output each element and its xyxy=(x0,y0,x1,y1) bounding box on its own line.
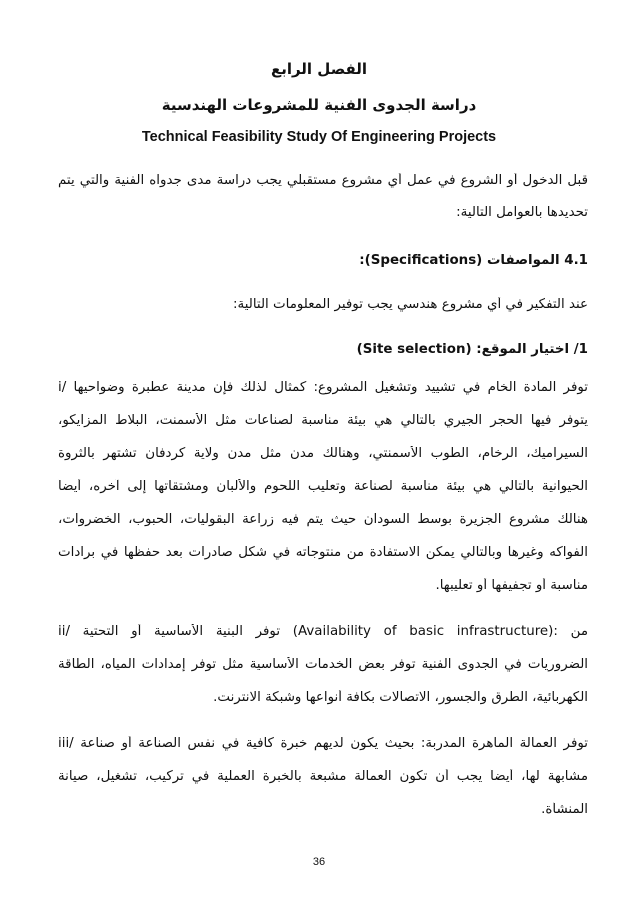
body-line: هنالك مشروع الجزيرة بوسط السودان حيث يتم فيه زراعة البقوليات، الحبوب، الخضروات، xyxy=(58,512,588,527)
title-arabic: دراسة الجدوى الفنية للمشروعات الهندسية xyxy=(161,96,477,114)
body-line: الفواكه وغيرها وبالتالي يمكن الاستفادة من منتوجاته في شكل صادرات بعد حفظها في برادات xyxy=(58,545,588,560)
body-line: تحديدها بالعوامل التالية: xyxy=(456,205,588,220)
body-line: المنشأة. xyxy=(541,802,588,817)
page-number: 36 xyxy=(312,856,326,868)
title-english: Technical Feasibility Study Of Engineering Projects xyxy=(141,129,497,145)
body-line: مناسبة أو تجفيفها أو تعليبها. xyxy=(435,578,588,593)
body-line: الضروريات في الجدوى الفنية توفر بعض الخدمات الأساسية مثل توفر إمدادات المياه، الطاقة xyxy=(58,657,588,672)
chapter-title: الفصل الرابع xyxy=(270,60,368,78)
subheading: 1/ اختيار الموقع: (Site selection) xyxy=(356,342,588,357)
body-line: عند التفكير في أي مشروع هندسي يجب توفير المعلومات التالية: xyxy=(233,297,588,312)
body-line: الحيوانية بالتالي هي بيئة مناسبة لصناعة وتعليب اللحوم والألبان ومشتقاتها إلى آخره، أيضاً xyxy=(58,479,588,494)
section-heading: 4.1 المواصفات (Specifications): xyxy=(359,253,588,268)
body-line: ii/ توفر البنية الأساسية أو التحتية (Availability of basic infrastructure): من xyxy=(58,624,588,639)
body-line: الكهربائية، الطرق والجسور، الاتصالات بكافة أنواعها وشبكة الانترنت. xyxy=(213,690,588,705)
body-line: مشابهة لها، أيضاً يجب أن تكون العمالة مشبعة بالخبرة العملية في تركيب، تشغيل، صيانة xyxy=(58,769,588,784)
body-line: السيراميك، الرخام، الطوب الأسمنتي، وهنالك مدن مثل مدن ولاية كردفان تشتهر بالثروة xyxy=(58,446,588,461)
body-line: i/ توفر المادة الخام في تشييد وتشغيل المشروع: كمثال لذلك فإن مدينة عطبرة وضواحيها xyxy=(58,380,588,395)
body-line: يتوفر فيها الحجر الجيري بالتالي هي بيئة مناسبة لصناعات مثل الأسمنت، البلاط المزايكو، xyxy=(58,413,588,428)
body-line: قبل الدخول أو الشروع في عمل أي مشروع مستقبلي يجب دراسة مدى جدواه الفنية والتي يتم xyxy=(58,173,588,188)
body-line: iii/ توفر العمالة الماهرة المدربة: بحيث يكون لديهم خبرة كافية في نفس الصناعة أو صناعة xyxy=(58,736,588,751)
